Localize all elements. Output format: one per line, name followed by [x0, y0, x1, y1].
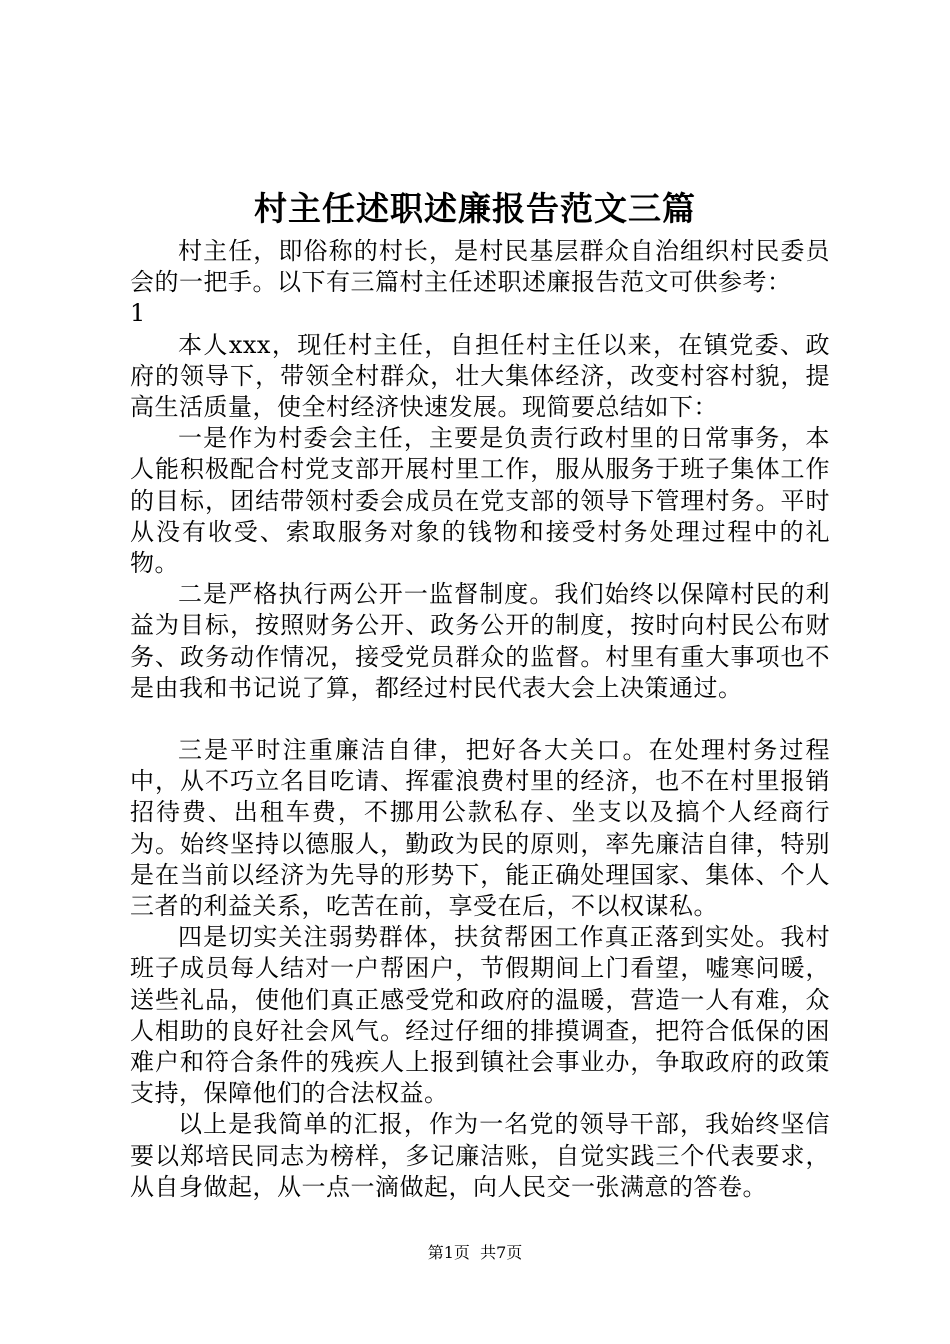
page-number-footer: 第1页 共7页	[427, 1243, 523, 1262]
document-title: 村主任述职述廉报告范文三篇	[254, 189, 696, 228]
paragraph-intro: 村主任，即俗称的村长，是村民基层群众自治组织村民委员会的一把手。以下有三篇村主任述职述廉报告范文可供参考：	[130, 237, 830, 297]
paragraph-section-number: 1	[130, 299, 146, 328]
paragraph-opening: 本人xxx，现任村主任，自担任村主任以来，在镇党委、政府的领导下，带领全村群众，壮大集体经济，改变村容村貌，提高生活质量，使全村经济快速发展。现简要总结如下：	[130, 330, 830, 422]
paragraph-point-three: 三是平时注重廉洁自律，把好各大关口。在处理村务过程中，从不巧立名目吃请、挥霍浪费村里的经济，也不在村里报销招待费、出租车费，不挪用公款私存、坐支以及搞个人经商行为。始终坚持以德服人，勤政为民的原则，率先廉洁自律，特别是在当前以经济为先导的形势下，能正确处理国家、集体、个人三者的利益关系，吃苦在前，享受在后，不以权谋私。	[130, 736, 830, 921]
paragraph-point-one: 一是作为村委会主任，主要是负责行政村里的日常事务，本人能积极配合村党支部开展村里工作，服从服务于班子集体工作的目标，团结带领村委会成员在党支部的领导下管理村务。平时从没有收受、索取服务对象的钱物和接受村务处理过程中的礼物。	[130, 424, 830, 578]
document-body	[130, 236, 830, 1203]
paragraph-closing: 以上是我简单的汇报，作为一名党的领导干部，我始终坚信要以郑培民同志为榜样，多记廉洁账，自觉实践三个代表要求，从自身做起，从一点一滴做起，向人民交一张满意的答卷。	[130, 1110, 830, 1201]
paragraph-point-four: 四是切实关注弱势群体，扶贫帮困工作真正落到实处。我村班子成员每人结对一户帮困户，节假期间上门看望，嘘寒问暖，送些礼品，使他们真正感受党和政府的温暖，营造一人有难，众人相助的良好社会风气。经过仔细的排摸调查，把符合低保的困难户和符合条件的残疾人上报到镇社会事业办，争取政府的政策支持，保障他们的合法权益。	[130, 923, 830, 1108]
paragraph-point-two: 二是严格执行两公开一监督制度。我们始终以保障村民的利益为目标，按照财务公开、政务公开的制度，按时向村民公布财务、政务动作情况，接受党员群众的监督。村里有重大事项也不是由我和书记说了算，都经过村民代表大会上决策通过。	[130, 580, 830, 702]
